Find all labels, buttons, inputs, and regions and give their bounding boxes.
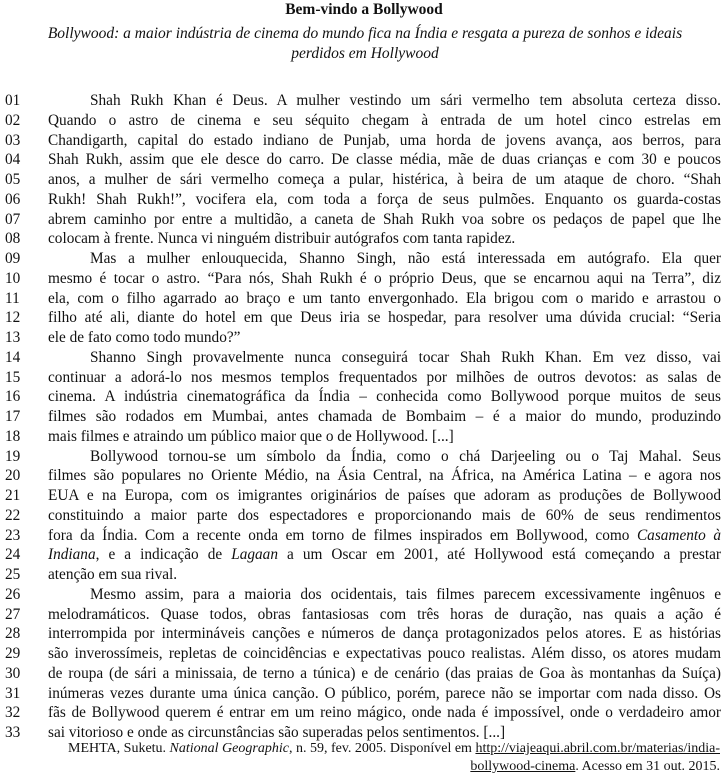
text-segment: abrem caminho por entre a multidão, a caneta de Shah Rukh voa sobre os pedaços de papel que lhe: [48, 210, 721, 228]
text-line: [0, 703, 728, 723]
text-segment: ela, com o filho agarrado ao braço e um tanto envergonhado. Ela brigou com o marido e arrastou o: [48, 289, 721, 307]
line-text: [48, 565, 721, 585]
line-text: [48, 624, 721, 644]
italic-title: Casamento à: [636, 526, 721, 544]
line-number: 22: [5, 506, 21, 524]
line-number: 31: [5, 684, 21, 702]
text-line: [0, 210, 728, 230]
line-text: [48, 269, 721, 289]
line-number: 24: [5, 546, 21, 564]
text-segment: inúmeras vezes durante uma única canção. O público, porém, parece não se importar com nada disso. Os: [48, 684, 721, 702]
text-line: [0, 447, 728, 467]
line-number: 15: [5, 368, 21, 386]
text-segment: filho até ali, diante do hotel em que Deus iria se hospedar, para resolver uma dúvida crucial: “Seria: [48, 309, 721, 327]
citation: [60, 740, 720, 776]
line-text: [48, 644, 721, 664]
line-number: 26: [5, 585, 21, 603]
line-number: 17: [5, 408, 21, 425]
line-number: 28: [5, 625, 21, 643]
text-segment: mesmo é tocar o astro. “Para nós, Shah Rukh é o próprio Deus, que se encarnou aqui na Terra”, diz: [48, 269, 721, 287]
line-number: 18: [5, 427, 21, 445]
line-text: [48, 229, 721, 249]
line-number: 03: [5, 131, 21, 149]
line-text: [48, 249, 721, 269]
text-segment: Mas a mulher enlouquecida, Shanno Singh, não está interessada em autógrafo. Ela quer: [90, 250, 721, 267]
text-segment: fora da Índia. Com a recente onda em torno de filmes inspirados em Bollywood, como: [48, 526, 630, 544]
citation-details: , n. 59, fev. 2005. Disponível em: [288, 741, 476, 756]
citation-link[interactable]: http://viajeaqui.abril.com.br/materias/india-bollywood-cinema: [470, 741, 720, 774]
line-number: 05: [5, 171, 21, 188]
text-line: [0, 387, 728, 407]
line-text: [48, 407, 721, 427]
text-line: [0, 328, 728, 348]
text-line: [0, 348, 728, 368]
italic-title: Lagaan: [231, 546, 278, 564]
text-line: [0, 664, 728, 684]
citation-author: MEHTA, Suketu.: [68, 741, 170, 756]
text-segment: são inverossímeis, repletas de coincidências e expectativas pouco realistas. Além disso, os atores mudam: [48, 645, 721, 662]
line-number: 01: [5, 92, 21, 109]
text-line: [0, 526, 728, 546]
line-number: 25: [5, 566, 21, 583]
text-line: [0, 308, 728, 328]
line-number: 14: [5, 348, 21, 366]
text-segment: de roupa (de sári a minissaia, de terno a túnica) e de cenário (das praias de Goa às montanhas da Suíça): [48, 664, 721, 682]
text-line: [0, 368, 728, 388]
line-number: 08: [5, 230, 21, 248]
text-line: [0, 605, 728, 625]
line-number: 23: [5, 526, 21, 544]
text-segment: colocam à frente. Nunca vi ninguém distribuir autógrafos com tanta rapidez.: [48, 230, 516, 248]
line-text: [48, 664, 721, 684]
line-number: 04: [5, 151, 21, 169]
text-segment: Shah Rukh Khan é Deus. A mulher vestindo um sári vermelho tem absoluta certeza disso.: [90, 92, 721, 109]
article-subtitle: Bollywood: a maior indústria de cinema do mundo fica na Índia e resgata a pureza de sonhos e ideais perdidos em Hollywood: [47, 25, 683, 62]
line-text: [48, 486, 721, 506]
text-line: [0, 269, 728, 289]
text-line: [0, 466, 728, 486]
line-text: [48, 387, 721, 407]
line-number: 21: [5, 487, 21, 504]
text-line: [0, 486, 728, 506]
line-number: 13: [5, 329, 21, 346]
line-text: [48, 328, 721, 348]
text-line: [0, 249, 728, 269]
text-line: [0, 229, 728, 249]
line-number: 16: [5, 388, 21, 406]
line-number: 12: [5, 309, 21, 327]
line-number: 29: [5, 645, 21, 662]
line-number: 02: [5, 111, 21, 129]
line-text: [48, 368, 721, 388]
text-segment: EUA e na Europa, com os imigrantes originários de países que adoram as produções de Bollywood: [48, 487, 721, 504]
text-line: [0, 624, 728, 644]
text-line: [0, 506, 728, 526]
line-text: [48, 308, 721, 328]
text-segment: continuar a adorá-lo nos mesmos templos frequentados por milhões de outros devotos: as salas de: [48, 368, 721, 386]
line-number: 33: [5, 724, 21, 741]
text-line: [0, 407, 728, 427]
line-number: 20: [5, 467, 21, 485]
text-segment: filmes são populares no Oriente Médio, na Ásia Central, na África, na América Latina – e agora nos: [48, 467, 721, 485]
line-number: 19: [5, 447, 21, 465]
text-segment: Quando o astro de cinema e seu séquito chegam à entrada de um hotel cinco estrelas em: [48, 111, 721, 129]
text-segment: a um Oscar em 2001, até Hollywood está começando a prestar: [277, 546, 721, 564]
text-segment: sai vitorioso e onde as circunstâncias são superadas pelos sentimentos. [...]: [48, 724, 506, 741]
text-line: [0, 170, 728, 190]
text-line: [0, 644, 728, 664]
text-line: [0, 585, 728, 605]
text-line: [0, 565, 728, 585]
line-number: 09: [5, 250, 21, 267]
text-segment: ele de fato como todo mundo?”: [48, 329, 241, 346]
text-line: [0, 289, 728, 309]
text-segment: Shah Rukh, assim que ele desce do carro. De classe média, mãe de duas crianças e com 30 e poucos: [48, 151, 721, 169]
line-text: [48, 170, 721, 190]
line-text: [48, 605, 721, 625]
line-number: 07: [5, 210, 21, 228]
line-number: 32: [5, 704, 21, 722]
line-text: [48, 545, 721, 565]
line-text: [48, 703, 721, 723]
text-segment: anos, a mulher de sári vermelho começa a pular, histérica, à beira de um ataque de choro. “Shah: [48, 171, 721, 188]
text-line: [0, 545, 728, 565]
text-segment: fãs de Bollywood querem é entrar em um reino mágico, onde nada é impossível, onde o verdadeiro amor: [48, 704, 721, 722]
text-segment: Mesmo assim, para a maioria dos ocidentais, tais filmes parecem excessivamente ingênuos e: [90, 585, 721, 603]
line-text: [48, 150, 721, 170]
text-line: [0, 91, 728, 111]
line-text: [48, 111, 721, 131]
text-segment: Rukh! Shah Rukh!”, vocifera ela, com toda a força de seus pulmões. Enquanto os guarda-costas: [48, 190, 721, 208]
line-text: [48, 131, 721, 151]
text-segment: atenção em sua rival.: [48, 566, 178, 583]
line-number: 27: [5, 605, 21, 623]
text-line: [0, 427, 728, 447]
text-line: [0, 111, 728, 131]
text-segment: mais filmes e atraindo um público maior que o de Hollywood. [...]: [48, 427, 454, 445]
text-line: [0, 684, 728, 704]
text-segment: , e a indicação de: [95, 546, 232, 564]
article-title: Bem-vindo a Bollywood: [285, 1, 443, 18]
line-text: [48, 684, 721, 704]
line-text: [48, 91, 721, 111]
citation-source: National Geographic: [169, 741, 289, 756]
line-text: [48, 289, 721, 309]
line-text: [48, 348, 721, 368]
line-number: 06: [5, 190, 21, 208]
line-text: [48, 427, 721, 447]
line-text: [48, 466, 721, 486]
text-segment: interrompida por intermináveis canções e números de dança protagonizados pelos atores. E as histórias: [48, 625, 721, 643]
text-segment: Chandigarth, capital do estado indiano de Punjab, uma horda de jovens avança, aos berros, para: [48, 131, 721, 149]
text-segment: melodramáticos. Quase todos, obras fantasiosas com três horas de duração, nas quais a ação é: [48, 605, 721, 623]
italic-title: Indiana: [48, 546, 96, 564]
text-segment: Bollywood tornou-se um símbolo da Índia, como o chá Darjeeling ou o Taj Mahal. Seus: [90, 447, 721, 465]
line-text: [48, 210, 721, 230]
line-number: 30: [5, 664, 21, 682]
line-number: 10: [5, 269, 21, 287]
text-line: [0, 131, 728, 151]
text-segment: Shanno Singh provavelmente nunca conseguirá tocar Shah Rukh Khan. Em vez disso, vai: [90, 348, 721, 366]
line-text: [48, 506, 721, 526]
text-segment: filmes são rodados em Mumbai, antes chamada de Bombaim – é a maior do mundo, produzindo: [48, 408, 721, 425]
text-line: [0, 190, 728, 210]
text-segment: constituindo a maior parte dos espectadores e proporcionando mais de 60% de seus rendimentos: [48, 506, 721, 524]
citation-access: . Acesso em 31 out. 2015.: [575, 759, 720, 774]
article-body: [0, 91, 728, 743]
line-text: [48, 447, 721, 467]
text-line: [0, 150, 728, 170]
line-text: [48, 526, 721, 546]
text-segment: cinema. A indústria cinematográfica da Índia – conhecida como Bollywood porque muitos de seus: [48, 388, 721, 406]
line-text: [48, 585, 721, 605]
line-text: [48, 190, 721, 210]
line-number: 11: [5, 289, 20, 307]
